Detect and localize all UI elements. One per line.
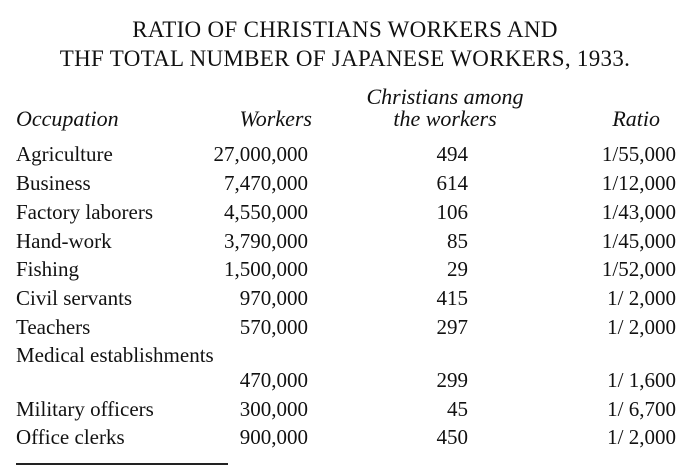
ratio-cell: 1/43,000: [601, 200, 676, 224]
ratio-cell: 1/ 1,600: [607, 368, 676, 392]
column-header-christians-line-1: Christians among: [366, 84, 524, 109]
workers-cell: 470,000: [239, 368, 308, 392]
workers-cell: 1,500,000: [224, 257, 308, 281]
occupation-cell: Factory laborers: [16, 200, 154, 224]
table-title-line-2: THF TOTAL NUMBER OF JAPANESE WORKERS, 1933.: [59, 46, 631, 71]
occupation-cell: Military officers: [16, 397, 154, 421]
occupation-cell: Hand-work: [16, 229, 112, 253]
workers-cell: 970,000: [239, 286, 308, 310]
column-header-christians-line-2: the workers: [393, 106, 497, 131]
column-header-ratio: Ratio: [612, 106, 660, 131]
ratio-cell: 1/ 2,000: [607, 425, 676, 449]
ratio-cell: 1/45,000: [601, 229, 676, 253]
ratio-cell: 1/ 2,000: [607, 315, 676, 339]
occupation-cell: Medical establishments: [16, 343, 214, 367]
workers-cell: 4,550,000: [224, 200, 308, 224]
workers-cell: 3,790,000: [224, 229, 308, 253]
christians-cell: 297: [436, 315, 468, 339]
column-header-occupation: Occupation: [16, 106, 119, 131]
ratio-cell: 1/55,000: [601, 142, 676, 166]
christians-cell: 450: [436, 425, 468, 449]
workers-cell: 27,000,000: [213, 142, 308, 166]
christians-cell: 494: [436, 142, 468, 166]
column-header-christians: [330, 86, 560, 130]
occupation-cell: Agriculture: [16, 142, 113, 166]
workers-cell: 7,470,000: [224, 171, 308, 195]
christians-cell: 299: [436, 368, 468, 392]
ratio-cell: 1/ 2,000: [607, 286, 676, 310]
christians-cell: 45: [447, 397, 468, 421]
workers-cell: 570,000: [239, 315, 308, 339]
occupation-cell: Teachers: [16, 315, 91, 339]
occupation-cell: Fishing: [16, 257, 80, 281]
column-header-workers: Workers: [239, 106, 312, 131]
ratio-cell: 1/ 6,700: [607, 397, 676, 421]
christians-cell: 415: [436, 286, 468, 310]
workers-cell: 900,000: [239, 425, 308, 449]
footnote-rule: [16, 463, 228, 465]
christians-cell: 106: [436, 200, 468, 224]
occupation-cell: Office clerks: [16, 425, 125, 449]
table-title-line-1: RATIO OF CHRISTIANS WORKERS AND: [132, 17, 558, 42]
ratio-cell: 1/52,000: [601, 257, 676, 281]
christians-cell: 85: [447, 229, 468, 253]
christians-cell: 614: [436, 171, 468, 195]
occupation-cell: Civil servants: [16, 286, 133, 310]
ratio-cell: 1/12,000: [601, 171, 676, 195]
occupation-cell: Business: [16, 171, 91, 195]
christians-cell: 29: [447, 257, 468, 281]
workers-cell: 300,000: [239, 397, 308, 421]
